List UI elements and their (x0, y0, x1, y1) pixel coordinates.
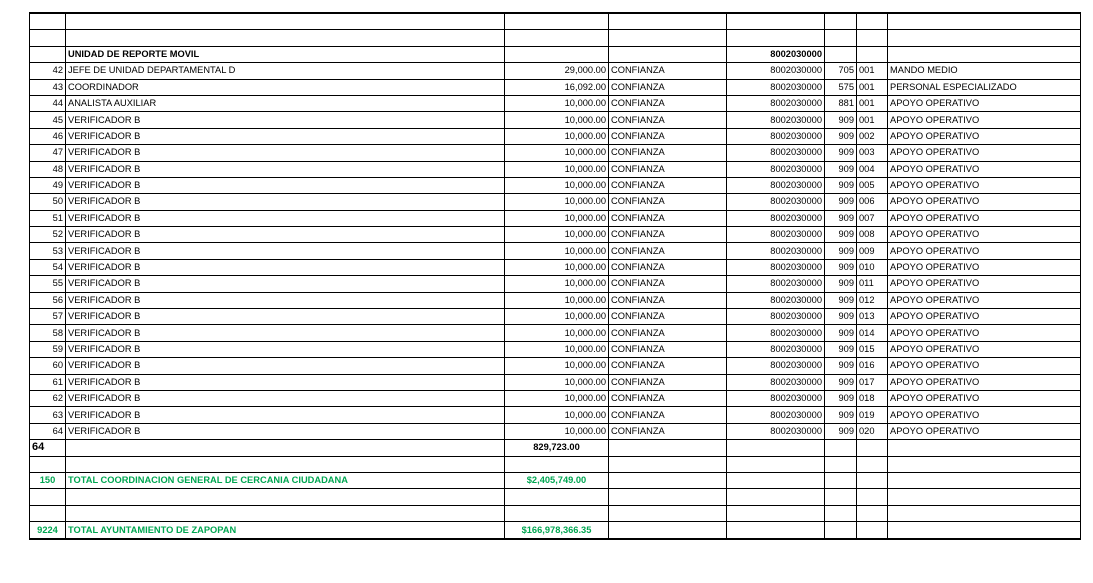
section-header-row (30, 46, 1081, 62)
row-number: 43 (30, 79, 66, 95)
row-number: 60 (30, 358, 66, 374)
slot-code: 017 (857, 374, 888, 390)
table-row (30, 227, 1081, 243)
position-name: VERIFICADOR B (66, 112, 505, 128)
table-row (30, 390, 1081, 406)
employment-type: CONFIANZA (609, 358, 727, 374)
coordination-total-row (30, 472, 1081, 488)
salary-cell: 10,000.00 (505, 161, 609, 177)
level-code: 909 (825, 243, 857, 259)
employment-type: CONFIANZA (609, 374, 727, 390)
category-cell: APOYO OPERATIVO (888, 358, 1081, 374)
section-code: 8002030000 (727, 46, 825, 62)
salary-cell: 10,000.00 (505, 128, 609, 144)
row-number: 55 (30, 276, 66, 292)
position-name: VERIFICADOR B (66, 390, 505, 406)
category-cell: APOYO OPERATIVO (888, 227, 1081, 243)
table-row (30, 325, 1081, 341)
table-row (30, 341, 1081, 357)
slot-code: 001 (857, 79, 888, 95)
unit-code: 8002030000 (727, 194, 825, 210)
row-number: 61 (30, 374, 66, 390)
salary-cell: 10,000.00 (505, 390, 609, 406)
position-name: VERIFICADOR B (66, 194, 505, 210)
table-row (30, 374, 1081, 390)
employment-type: CONFIANZA (609, 292, 727, 308)
employment-type: CONFIANZA (609, 194, 727, 210)
position-name: VERIFICADOR B (66, 259, 505, 275)
unit-code: 8002030000 (727, 309, 825, 325)
row-number: 53 (30, 243, 66, 259)
category-cell: MANDO MEDIO (888, 63, 1081, 79)
slot-code: 014 (857, 325, 888, 341)
level-code: 909 (825, 374, 857, 390)
blank-row (30, 505, 1081, 521)
table-row (30, 79, 1081, 95)
position-name: ANALISTA AUXILIAR (66, 95, 505, 111)
table-row (30, 161, 1081, 177)
row-number: 48 (30, 161, 66, 177)
level-code: 909 (825, 309, 857, 325)
position-name: VERIFICADOR B (66, 227, 505, 243)
employment-type: CONFIANZA (609, 161, 727, 177)
table-row (30, 112, 1081, 128)
level-code: 575 (825, 79, 857, 95)
employment-type: CONFIANZA (609, 309, 727, 325)
slot-code: 011 (857, 276, 888, 292)
slot-code: 001 (857, 95, 888, 111)
row-number: 59 (30, 341, 66, 357)
position-name: VERIFICADOR B (66, 325, 505, 341)
position-name: VERIFICADOR B (66, 177, 505, 193)
row-number: 42 (30, 63, 66, 79)
category-cell: APOYO OPERATIVO (888, 390, 1081, 406)
category-cell: APOYO OPERATIVO (888, 374, 1081, 390)
salary-cell: 10,000.00 (505, 358, 609, 374)
level-code: 909 (825, 128, 857, 144)
table-row (30, 145, 1081, 161)
salary-cell: 10,000.00 (505, 194, 609, 210)
category-cell: APOYO OPERATIVO (888, 95, 1081, 111)
row-number: 45 (30, 112, 66, 128)
position-name: COORDINADOR (66, 79, 505, 95)
category-cell: APOYO OPERATIVO (888, 341, 1081, 357)
coordination-total-count: 150 (30, 472, 66, 488)
blank-row (30, 489, 1081, 505)
blank-row (30, 13, 1081, 30)
salary-cell: 10,000.00 (505, 407, 609, 423)
unit-code: 8002030000 (727, 243, 825, 259)
row-number: 57 (30, 309, 66, 325)
level-code: 909 (825, 276, 857, 292)
unit-code: 8002030000 (727, 227, 825, 243)
unit-code: 8002030000 (727, 95, 825, 111)
unit-code: 8002030000 (727, 325, 825, 341)
slot-code: 015 (857, 341, 888, 357)
employment-type: CONFIANZA (609, 145, 727, 161)
table-row (30, 63, 1081, 79)
unit-code: 8002030000 (727, 390, 825, 406)
slot-code: 013 (857, 309, 888, 325)
position-name: VERIFICADOR B (66, 210, 505, 226)
position-name: VERIFICADOR B (66, 358, 505, 374)
position-name: VERIFICADOR B (66, 341, 505, 357)
position-name: VERIFICADOR B (66, 374, 505, 390)
category-cell: APOYO OPERATIVO (888, 325, 1081, 341)
slot-code: 005 (857, 177, 888, 193)
salary-cell: 10,000.00 (505, 276, 609, 292)
salary-cell: 10,000.00 (505, 259, 609, 275)
category-cell: APOYO OPERATIVO (888, 145, 1081, 161)
blank-row (30, 456, 1081, 472)
subtotal-amount: 829,723.00 (505, 440, 609, 456)
unit-code: 8002030000 (727, 259, 825, 275)
table-row (30, 259, 1081, 275)
row-number: 63 (30, 407, 66, 423)
slot-code: 012 (857, 292, 888, 308)
row-number: 64 (30, 423, 66, 439)
table-row (30, 309, 1081, 325)
slot-code: 007 (857, 210, 888, 226)
slot-code: 003 (857, 145, 888, 161)
row-number: 46 (30, 128, 66, 144)
unit-code: 8002030000 (727, 63, 825, 79)
slot-code: 008 (857, 227, 888, 243)
table-row (30, 194, 1081, 210)
category-cell: APOYO OPERATIVO (888, 309, 1081, 325)
salary-cell: 10,000.00 (505, 292, 609, 308)
table-row (30, 243, 1081, 259)
unit-code: 8002030000 (727, 161, 825, 177)
level-code: 881 (825, 95, 857, 111)
slot-code: 018 (857, 390, 888, 406)
city-total-count: 9224 (30, 522, 66, 540)
position-name: VERIFICADOR B (66, 276, 505, 292)
unit-code: 8002030000 (727, 407, 825, 423)
coordination-total-label: TOTAL COORDINACION GENERAL DE CERCANIA CIUDADANA (66, 472, 505, 488)
row-number: 44 (30, 95, 66, 111)
category-cell: APOYO OPERATIVO (888, 259, 1081, 275)
row-number: 62 (30, 390, 66, 406)
employment-type: CONFIANZA (609, 243, 727, 259)
slot-code: 019 (857, 407, 888, 423)
level-code: 909 (825, 177, 857, 193)
level-code: 705 (825, 63, 857, 79)
row-number: 51 (30, 210, 66, 226)
salary-cell: 10,000.00 (505, 325, 609, 341)
category-cell: APOYO OPERATIVO (888, 177, 1081, 193)
level-code: 909 (825, 161, 857, 177)
slot-code: 006 (857, 194, 888, 210)
table-row (30, 177, 1081, 193)
subtotal-row (30, 440, 1081, 456)
level-code: 909 (825, 407, 857, 423)
employment-type: CONFIANZA (609, 95, 727, 111)
salary-cell: 10,000.00 (505, 210, 609, 226)
salary-cell: 10,000.00 (505, 243, 609, 259)
position-name: VERIFICADOR B (66, 292, 505, 308)
unit-code: 8002030000 (727, 177, 825, 193)
position-name: VERIFICADOR B (66, 407, 505, 423)
position-name: VERIFICADOR B (66, 161, 505, 177)
employment-type: CONFIANZA (609, 423, 727, 439)
row-number: 54 (30, 259, 66, 275)
unit-code: 8002030000 (727, 276, 825, 292)
subtotal-count: 64 (30, 440, 66, 456)
category-cell: APOYO OPERATIVO (888, 194, 1081, 210)
salary-cell: 29,000.00 (505, 63, 609, 79)
table-row (30, 95, 1081, 111)
city-total-amount: $166,978,366.35 (505, 522, 609, 540)
table-row (30, 407, 1081, 423)
slot-code: 016 (857, 358, 888, 374)
employment-type: CONFIANZA (609, 325, 727, 341)
salary-cell: 10,000.00 (505, 95, 609, 111)
slot-code: 020 (857, 423, 888, 439)
category-cell: APOYO OPERATIVO (888, 210, 1081, 226)
category-cell: APOYO OPERATIVO (888, 423, 1081, 439)
row-number: 58 (30, 325, 66, 341)
table-row (30, 128, 1081, 144)
row-number: 56 (30, 292, 66, 308)
level-code: 909 (825, 112, 857, 128)
category-cell: APOYO OPERATIVO (888, 407, 1081, 423)
category-cell: APOYO OPERATIVO (888, 112, 1081, 128)
row-number: 49 (30, 177, 66, 193)
salary-cell: 10,000.00 (505, 341, 609, 357)
category-cell: APOYO OPERATIVO (888, 243, 1081, 259)
coordination-total-amount: $2,405,749.00 (505, 472, 609, 488)
level-code: 909 (825, 325, 857, 341)
position-name: VERIFICADOR B (66, 128, 505, 144)
table-row (30, 276, 1081, 292)
employment-type: CONFIANZA (609, 341, 727, 357)
payroll-sheet (29, 12, 1081, 540)
category-cell: APOYO OPERATIVO (888, 161, 1081, 177)
salary-cell: 10,000.00 (505, 423, 609, 439)
employment-type: CONFIANZA (609, 63, 727, 79)
level-code: 909 (825, 423, 857, 439)
salary-cell: 10,000.00 (505, 177, 609, 193)
category-cell: APOYO OPERATIVO (888, 292, 1081, 308)
employment-type: CONFIANZA (609, 177, 727, 193)
level-code: 909 (825, 390, 857, 406)
unit-code: 8002030000 (727, 341, 825, 357)
unit-code: 8002030000 (727, 210, 825, 226)
unit-code: 8002030000 (727, 112, 825, 128)
level-code: 909 (825, 145, 857, 161)
level-code: 909 (825, 210, 857, 226)
employment-type: CONFIANZA (609, 259, 727, 275)
employment-type: CONFIANZA (609, 276, 727, 292)
slot-code: 001 (857, 63, 888, 79)
position-name: VERIFICADOR B (66, 423, 505, 439)
employment-type: CONFIANZA (609, 128, 727, 144)
blank-row (30, 30, 1081, 46)
category-cell: APOYO OPERATIVO (888, 276, 1081, 292)
level-code: 909 (825, 341, 857, 357)
unit-code: 8002030000 (727, 374, 825, 390)
unit-code: 8002030000 (727, 423, 825, 439)
position-name: JEFE DE UNIDAD DEPARTAMENTAL D (66, 63, 505, 79)
salary-cell: 10,000.00 (505, 145, 609, 161)
level-code: 909 (825, 227, 857, 243)
category-cell: PERSONAL ESPECIALIZADO (888, 79, 1081, 95)
category-cell: APOYO OPERATIVO (888, 128, 1081, 144)
position-name: VERIFICADOR B (66, 309, 505, 325)
row-number: 47 (30, 145, 66, 161)
employment-type: CONFIANZA (609, 407, 727, 423)
salary-cell: 10,000.00 (505, 227, 609, 243)
unit-code: 8002030000 (727, 128, 825, 144)
unit-code: 8002030000 (727, 358, 825, 374)
section-title: UNIDAD DE REPORTE MOVIL (66, 46, 505, 62)
unit-code: 8002030000 (727, 292, 825, 308)
employment-type: CONFIANZA (609, 112, 727, 128)
salary-cell: 10,000.00 (505, 309, 609, 325)
employment-type: CONFIANZA (609, 227, 727, 243)
employment-type: CONFIANZA (609, 79, 727, 95)
salary-cell: 16,092.00 (505, 79, 609, 95)
table-row (30, 210, 1081, 226)
unit-code: 8002030000 (727, 79, 825, 95)
table-row (30, 358, 1081, 374)
slot-code: 004 (857, 161, 888, 177)
level-code: 909 (825, 292, 857, 308)
table-row (30, 423, 1081, 439)
slot-code: 002 (857, 128, 888, 144)
table-row (30, 292, 1081, 308)
city-total-label: TOTAL AYUNTAMIENTO DE ZAPOPAN (66, 522, 505, 540)
position-name: VERIFICADOR B (66, 145, 505, 161)
slot-code: 009 (857, 243, 888, 259)
level-code: 909 (825, 194, 857, 210)
salary-cell: 10,000.00 (505, 374, 609, 390)
level-code: 909 (825, 259, 857, 275)
slot-code: 001 (857, 112, 888, 128)
row-number: 52 (30, 227, 66, 243)
salary-cell: 10,000.00 (505, 112, 609, 128)
unit-code: 8002030000 (727, 145, 825, 161)
employment-type: CONFIANZA (609, 210, 727, 226)
city-total-row (30, 522, 1081, 540)
employment-type: CONFIANZA (609, 390, 727, 406)
level-code: 909 (825, 358, 857, 374)
position-name: VERIFICADOR B (66, 243, 505, 259)
row-number: 50 (30, 194, 66, 210)
slot-code: 010 (857, 259, 888, 275)
